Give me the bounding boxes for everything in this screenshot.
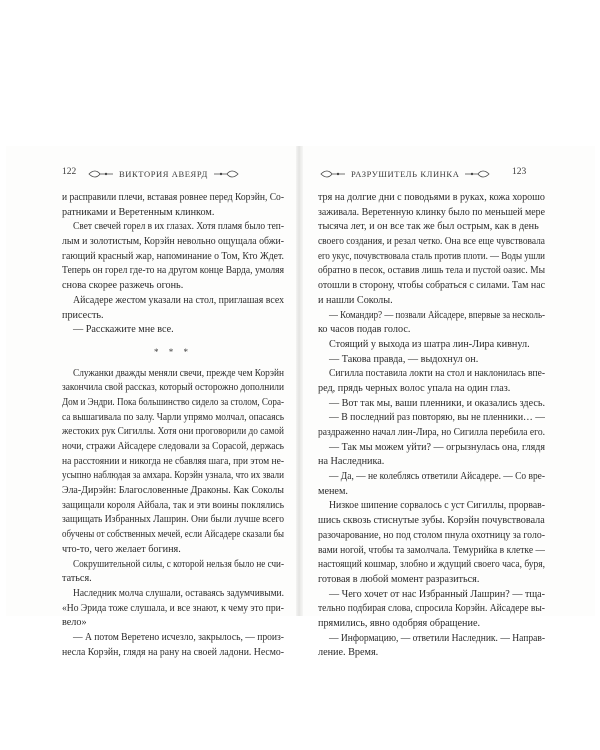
right-text-block (318, 191, 545, 661)
text-line: шись сквозь стиснутые зубы. Корэйн почувствовала (318, 515, 545, 527)
running-head-left (88, 167, 278, 181)
ornament-left-icon (88, 170, 114, 178)
book-gutter (296, 146, 303, 616)
text-line: — Расскажите мне все. (73, 324, 174, 336)
text-line: Свет свечей горел в их глазах. Хотя пламя было теп- (73, 221, 284, 233)
left-text-block-1 (62, 191, 284, 338)
text-line: са вышагивала по залу. Чарли упрямо молчал, опасаясь (62, 411, 284, 423)
ornament-left-icon (320, 170, 346, 178)
text-line: ночи, стражи Айсадере следовали за Сорасой, держась (62, 441, 284, 452)
ornament-right-icon (213, 170, 239, 178)
text-line: разочарование, но под столом пнула охотницу за голо- (318, 529, 545, 541)
text-line: присесть. (62, 309, 104, 321)
text-line: — В последний раз повторяю, вы не пленники… — (329, 412, 545, 424)
author-name: ВИКТОРИЯ АВЕЯРД (119, 169, 208, 179)
text-line: — Вот так мы, ваши пленники, и оказались здесь. (329, 397, 545, 409)
text-line: на расстоянии и никогда не сбавляя шага, при этом не- (62, 455, 284, 467)
text-line: его укус, почувствовала сталь против плоти. — Воды ушли (318, 250, 545, 262)
text-line: Теперь он горел где-то на другом конце Варда, умоляя (62, 265, 284, 277)
text-line: — Такова правда, — выдохнул он. (329, 353, 479, 365)
text-line: Стоящий у выхода из шатра лин-Лира кивнул. (329, 338, 530, 350)
text-line: снова скорее разжечь огонь. (62, 280, 184, 292)
text-line: тельно подбирая слова, спросила Корэйн. Айсадере вы- (318, 603, 545, 615)
left-text-block-2 (62, 367, 284, 661)
text-line: Сигилла поставила локти на стол и наклонилась впе- (329, 368, 545, 380)
text-line: вами ногой, чтобы та замолчала. Темурийка в клетке — (318, 544, 545, 556)
text-line: обратно в песок, оставив лишь тела и пустой оазис. Мы (318, 265, 545, 277)
text-line: Эла-Дирэйн: Благословенные Драконы. Как Соколы (62, 485, 284, 497)
text-line: отошли в сторону, чтобы собраться с силами. Там нас (318, 280, 545, 292)
text-line: тысяча лет, и он все так же был острым, как в день (318, 221, 539, 233)
text-line: вело» (62, 617, 87, 629)
ornament-right-icon (464, 170, 490, 178)
text-line: несла Корэйн, глядя на рану на своей ладони. Несмо- (62, 646, 284, 658)
text-line: усыпно наблюдая за амхара. Корэйн узнала, что их звали (62, 470, 284, 482)
text-line: — Чего хочет от нас Избранный Лашрин? — тща- (329, 588, 545, 600)
running-head-right (320, 167, 525, 181)
text-line: — Информацию, — ответили Наследник. — Направ- (329, 632, 545, 644)
right-text-column (318, 191, 545, 661)
text-line: своего создания, и резал четко. Она все еще чувствовала (318, 236, 545, 248)
section-separator: * * * (154, 346, 192, 357)
text-line: на Наследника. (318, 456, 385, 468)
text-line: закончила свой рассказ, который осторожно дополнили (62, 382, 284, 394)
text-line: ко часов подав голос. (318, 324, 411, 336)
text-line: готовая в любой момент разразиться. (318, 573, 480, 585)
text-line: настоящий кошмар, злобно и ждущий своего часа, буря, (318, 559, 545, 571)
text-line: Айсадере жестом указали на стол, приглашая всех (73, 294, 284, 306)
text-line: защищали короля Айбала, так и эти воины поклялись (62, 499, 284, 511)
page-number-right: 123 (512, 167, 527, 177)
text-line: и расправили плечи, вставая ровнее перед Корэйн, Со- (62, 192, 284, 203)
text-line: защищать Избранных Лашрин. Они были лучше всего (62, 514, 284, 526)
text-line: ратниками и Веретенным клинком. (62, 206, 215, 218)
text-line: тря на долгие дни с поводьями в руках, кожа хорошо (318, 192, 545, 203)
page-number-left: 122 (62, 167, 77, 177)
text-line: «Но Эрида тоже слушала, и все знают, к чему это при- (62, 602, 284, 614)
text-line: — Да, — не колеблясь ответили Айсадере. — Со вре- (329, 471, 545, 483)
text-line: и нашли Соколы. (318, 294, 393, 306)
text-line: — Так мы можем уйти? — огрызнулась она, глядя (329, 441, 545, 453)
text-line: лым и золотистым, Корэйн невольно ощущала обжи- (62, 236, 284, 248)
text-line: прямились, явно одобряя обращение. (318, 617, 481, 629)
book-title: РАЗРУШИТЕЛЬ КЛИНКА (351, 169, 460, 179)
text-line: заживала. Веретенную клинку было по меньшей мере (318, 206, 545, 218)
text-line: жестоких рук Сигиллы. Хотя они проговорили до самой (62, 426, 284, 438)
text-line: Служанки дважды меняли свечи, прежде чем Корэйн (73, 367, 284, 379)
text-line: — А потом Веретено исчезло, закрылось, — произ- (73, 631, 284, 643)
text-line: гающий красный жар, напоминание о Том, Кто Ждет. (62, 250, 284, 262)
text-line: ление. Время. (318, 647, 379, 659)
text-line: Наследник молча слушали, оставаясь задумчивыми. (73, 587, 284, 599)
text-line: что-то, чего желает богиня. (62, 543, 181, 555)
text-line: Низкое шипение сорвалось с уст Сигиллы, прорвав- (329, 500, 545, 512)
text-line: менем. (318, 485, 348, 497)
text-line: Дом и Эндри. Пока большинство сидело за столом, Сора- (62, 396, 284, 408)
text-line: таться. (62, 573, 92, 585)
text-line: — Командир? — позвали Айсадере, впервые за несколь- (329, 309, 545, 321)
text-line: Сокрушительной силы, с которой нельзя было не счи- (73, 558, 284, 570)
left-text-column (62, 191, 284, 660)
text-line: обучены от собственных мечей, если Айсадере сказали бы (62, 529, 284, 541)
text-line: ред, прядь черных волос упала на один глаз. (318, 382, 511, 394)
text-line: раздраженно начал лин-Лира, но Сигилла перебила его. (318, 427, 545, 438)
